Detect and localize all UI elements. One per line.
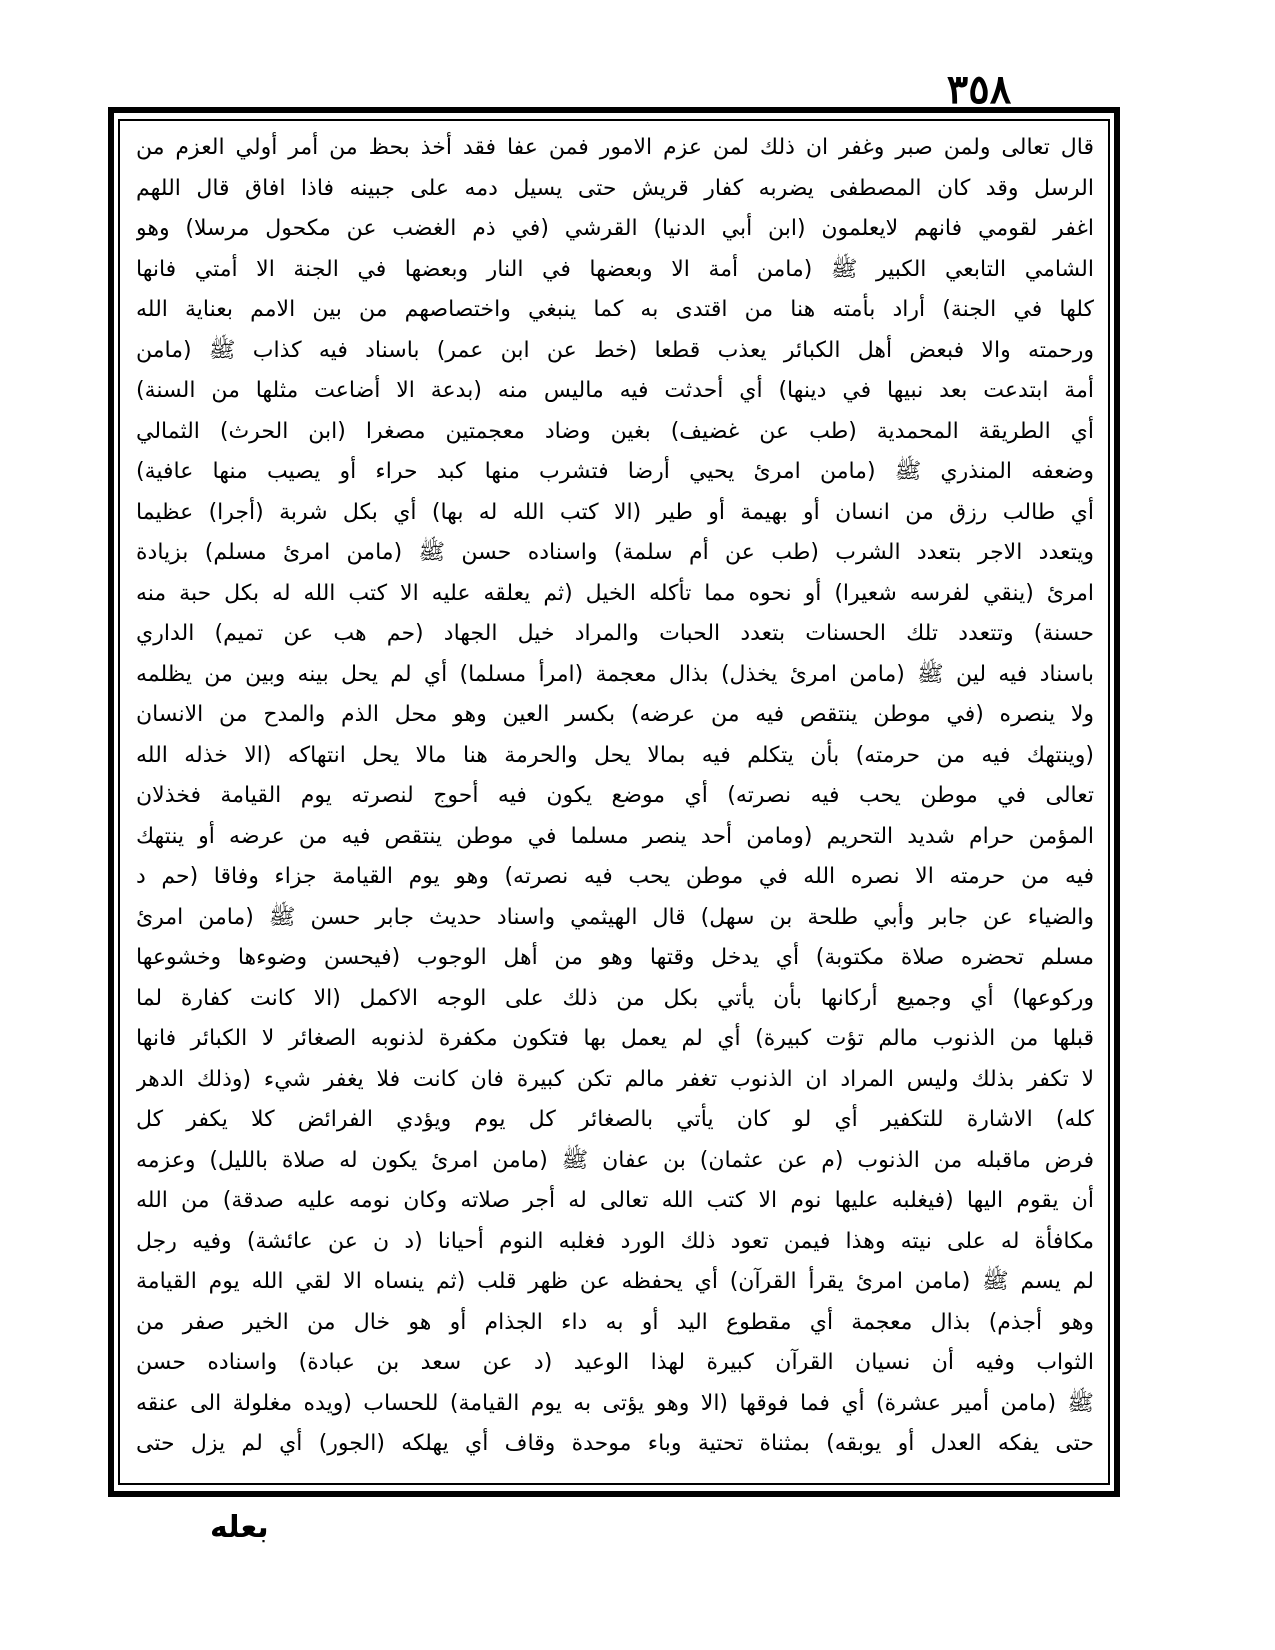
text-line: أن يقوم اليها (فيغلبه عليها نوم الا كتب الله تعالى له أجر صلاته وكان نومه عليه صدقة) من الله	[136, 1188, 1094, 1213]
text-line: اغفر لقومي فانهم لايعلمون (ابن أبي الدنيا) القرشي (في ذم الغضب عن مكحول مرسلا) وهو	[136, 216, 1094, 241]
text-line: كلها في الجنة) أراد بأمته هنا من اقتدى به كما ينبغي واختصاصهم من بين الامم بعناية الله	[136, 297, 1094, 322]
text-line: (وينتهك فيه من حرمته) بأن يتكلم فيه بمالا يحل والحرمة هنا مالا يحل انتهاكه (الا خذله الله	[136, 742, 1094, 768]
text-line: مسلم تحضره صلاة مكتوبة) أي يدخل وقتها وهو من أهل الوجوب (فيحسن وضوءها وخشوعها	[136, 945, 1094, 970]
text-line: ولا ينصره (في موطن ينتقص فيه من عرضه) بكسر العين وهو محل الذم والمدح من الانسان	[136, 702, 1094, 727]
text-line: أمة ابتدعت بعد نبيها في دينها) أي أحدثت فيه ماليس منه (بدعة الا أضاعت مثلها من السنة)	[136, 378, 1094, 403]
text-line: حتى يفكه العدل أو يوبقه) بمثناة تحتية وباء موحدة وقاف أي يهلكه (الجور) أي لم يزل حتى	[136, 1431, 1094, 1456]
text-line: الرسل وقد كان المصطفى يضربه كفار قريش حتى يسيل دمه على جبينه فاذا افاق قال اللهم	[136, 175, 1094, 201]
text-line: مكافأة له على نيته وهذا فيمن تعود ذلك الورد فغلبه النوم أحيانا (د ن عن عائشة) وفيه رجل	[136, 1228, 1094, 1254]
text-line: وهو أجذم) بذال معجمة أي مقطوع اليد أو به داء الجذام أو هو خال من الخير صفر من	[136, 1309, 1094, 1335]
text-line: ورحمته والا فبعض أهل الكبائر يعذب قطعا (خط عن ابن عمر) باسناد فيه كذاب ﷺ (مامن	[136, 337, 1094, 363]
text-line: وضعفه المنذري ﷺ (مامن امرئ يحيي أرضا فتشرب منها كبد حراء أو يصيب منها عافية)	[136, 459, 1094, 484]
text-line: ويتعدد الاجر بتعدد الشرب (طب عن أم سلمة) واسناده حسن ﷺ (مامن امرئ مسلم) بزيادة	[136, 540, 1094, 565]
text-line: فرض ماقبله من الذنوب (م عن عثمان) بن عفان ﷺ (مامن امرئ يكون له صلاة بالليل) وعزمه	[136, 1147, 1094, 1173]
text-line: والضياء عن جابر وأبي طلحة بن سهل) قال الهيثمي واسناد حديث جابر حسن ﷺ (مامن امرئ	[136, 904, 1094, 930]
text-line: قال تعالى ولمن صبر وغفر ان ذلك لمن عزم الامور فمن عفا فقد أخذ بحظ من أمر أولي العزم من	[136, 135, 1094, 160]
text-line: باسناد فيه لين ﷺ (مامن امرئ يخذل) بذال معجمة (امرأ مسلما) أي لم يحل بينه وبين من يظلمه	[136, 661, 1094, 687]
page-number: ٣٥٨	[946, 66, 1012, 113]
text-body	[136, 128, 1094, 1478]
text-line: فيه من حرمته الا نصره الله في موطن يحب فيه نصرته) وهو يوم القيامة جزاء وفاقا (حم د	[136, 864, 1094, 889]
text-line: الشامي التابعي الكبير ﷺ (مامن أمة الا وبعضها في النار وبعضها في الجنة الا أمتي فانها	[136, 256, 1094, 282]
text-line: قبلها من الذنوب مالم تؤت كبيرة) أي لم يعمل بها فتكون مكفرة لذنوبه الصغائر لا الكبائر فانها	[136, 1026, 1094, 1051]
text-line: وركوعها) أي وجميع أركانها بأن يأتي بكل من ذلك على الوجه الاكمل (الا كانت كفارة لما	[136, 985, 1094, 1011]
text-line: لم يسم ﷺ (مامن امرئ يقرأ القرآن) أي يحفظه عن ظهر قلب (ثم ينساه الا لقي الله يوم القيامة	[136, 1269, 1094, 1294]
catchword: بعله	[210, 1510, 269, 1545]
text-line: لا تكفر بذلك وليس المراد ان الذنوب تغفر مالم تكن كبيرة فان كانت فلا يغفر شيء (وذلك الدهر	[136, 1066, 1094, 1092]
text-line: المؤمن حرام شديد التحريم (ومامن أحد ينصر مسلما في موطن ينتقص فيه من عرضه أو ينتهك	[136, 823, 1094, 849]
text-line: الثواب وفيه أن نسيان القرآن كبيرة لهذا الوعيد (د عن سعد بن عبادة) واسناده حسن	[136, 1350, 1094, 1375]
text-line: ﷺ (مامن أمير عشرة) أي فما فوقها (الا وهو يؤتى به يوم القيامة) للحساب (ويده مغلولة الى عنقه	[136, 1390, 1094, 1416]
text-line: تعالى في موطن يحب فيه نصرته) أي موضع يكون فيه أحوج لنصرته يوم القيامة فخذلان	[136, 783, 1094, 808]
text-line: امرئ (ينقي لفرسه شعيرا) أو نحوه مما تأكله الخيل (ثم يعلقه عليه الا كتب الله له بكل حبة منه	[136, 580, 1094, 606]
text-line: أي طالب رزق من انسان أو بهيمة أو طير (الا كتب الله له بها) أي بكل شربة (أجرا) عظيما	[136, 499, 1094, 525]
text-line: حسنة) وتتعدد تلك الحسنات بتعدد الحبات والمراد خيل الجهاد (حم هب عن تميم) الداري	[136, 621, 1094, 646]
text-line: كله) الاشارة للتكفير أي لو كان يأتي بالصغائر كل يوم ويؤدي الفرائض كلا يكفر كل	[136, 1107, 1094, 1132]
text-line: أي الطريقة المحمدية (طب عن غضيف) بغين وضاد معجمتين مصغرا (ابن الحرث) الثمالي	[136, 418, 1094, 444]
